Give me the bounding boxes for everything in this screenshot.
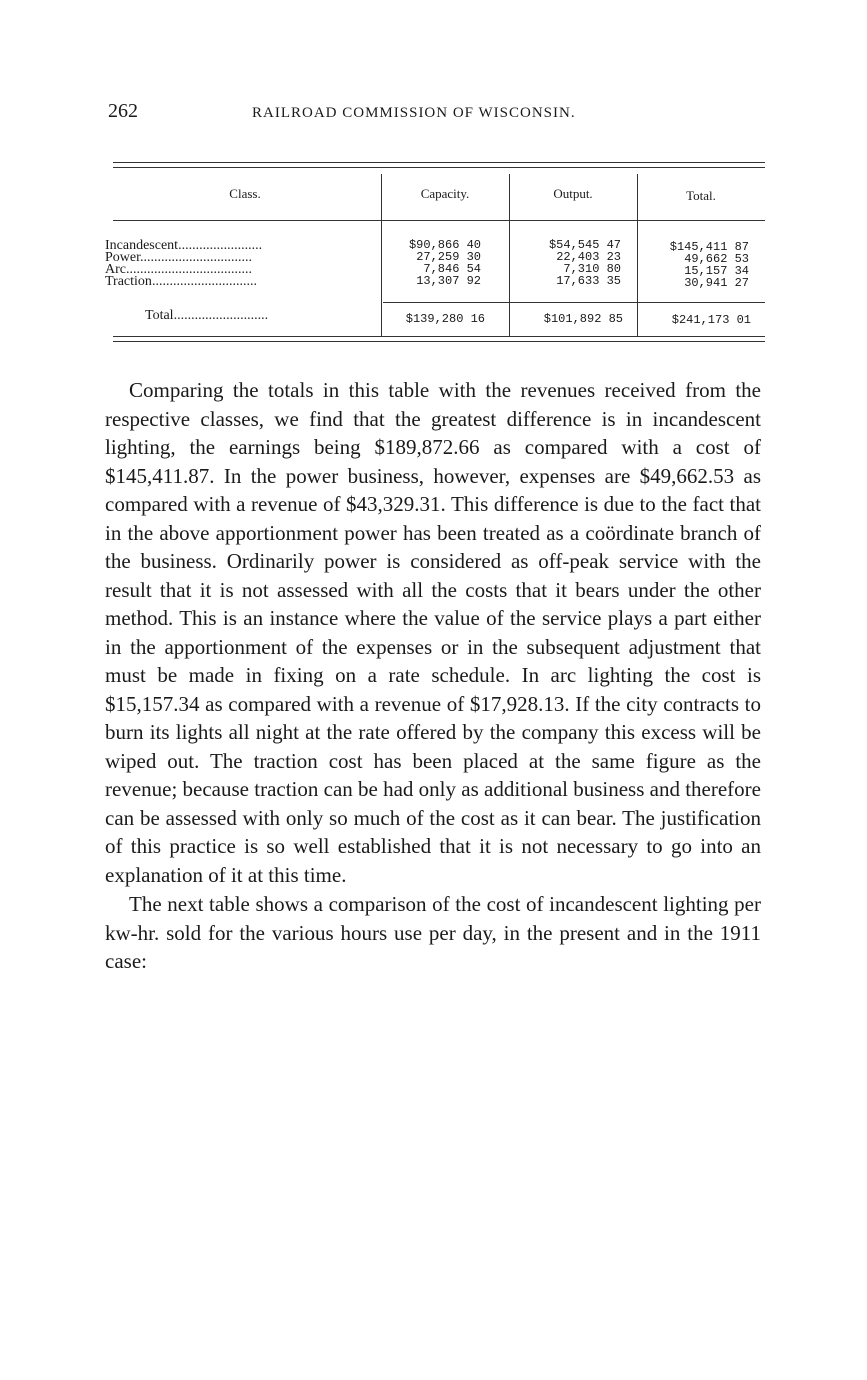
page-number: 262: [108, 100, 138, 122]
table-top-rule-2: [113, 167, 765, 168]
total-total: $241,173 01: [671, 313, 751, 327]
page-header: [0, 100, 867, 130]
cell-output: $54,545 47: [548, 238, 621, 252]
paragraph: The next table shows a comparison of the cost of incandescent lighting per kw-hr. sold for the various hours use per day, in the present and in the 1911 case:: [105, 892, 761, 973]
cell-total: 15,157 34: [684, 264, 749, 278]
row-label-incandescent: Incandescent........................: [105, 238, 263, 253]
col-divider-2: [509, 174, 510, 336]
cell-capacity: 27,259 30: [416, 250, 481, 264]
col-header-class: Class.: [229, 186, 261, 201]
row-label-arc: Arc....................................: [105, 262, 252, 277]
col-header-total: Total.: [686, 188, 716, 203]
cell-total: 49,662 53: [684, 252, 749, 266]
cell-output: 22,403 23: [556, 250, 621, 264]
cell-total: 30,941 27: [684, 276, 749, 290]
col-divider-3: [637, 174, 638, 336]
cost-table: [105, 160, 765, 350]
total-output: $101,892 85: [543, 312, 623, 326]
cell-output: 17,633 35: [556, 274, 621, 288]
cell-capacity: 13,307 92: [416, 274, 481, 288]
running-head: RAILROAD COMMISSION OF WISCONSIN.: [252, 105, 576, 121]
table-top-rule: [113, 162, 765, 163]
cell-total: $145,411 87: [669, 240, 749, 254]
col-header-capacity: Capacity.: [420, 186, 470, 201]
col-header-output: Output.: [553, 186, 593, 201]
body-text: [105, 376, 761, 976]
subtotal-rule: [383, 302, 765, 303]
row-label-power: Power................................: [105, 250, 252, 265]
col-divider-1: [381, 174, 382, 336]
table-bottom-rule-2: [113, 341, 765, 342]
table-bottom-rule: [113, 336, 765, 337]
cell-capacity: 7,846 54: [423, 262, 481, 276]
total-capacity: $139,280 16: [405, 312, 485, 326]
cell-capacity: $90,866 40: [408, 238, 481, 252]
cell-output: 7,310 80: [563, 262, 621, 276]
row-label-traction: Traction..............................: [105, 274, 257, 289]
paragraph: Comparing the totals in this table with the revenues received from the respective classes, we find that the greatest difference is in incandescent lighting, the earnings being $189,872.66 as compared with a cost of $145,411.87. In the power business, however, expenses are $49,662.53 as compared with a revenue of $43,329.31. This difference is due to the fact that in the above apportionment power has been treated as a coördinate branch of the business. Ordinarily power is considered as off-peak service with the result that it is not assessed with all the costs that it bears under the other method. This is an instance where the value of the service plays a part either in the apportionment of the expenses or in the subsequent adjustment that must be made in fixing on a rate schedule. In arc lighting the cost is $15,157.34 as compared with a revenue of $17,928.13. If the city contracts to burn its lights all night at the rate offered by the company this excess will be wiped out. The traction cost has been placed at the same figure as the revenue; because traction can be had only as additional business and therefore can be assessed with only so much of the cost as it can bear. The justification of this practice is so well established that it is not necessary to go into an explanation of it at this time.: [105, 378, 761, 887]
total-row-label: Total...........................: [145, 308, 269, 323]
header-rule: [113, 220, 765, 221]
